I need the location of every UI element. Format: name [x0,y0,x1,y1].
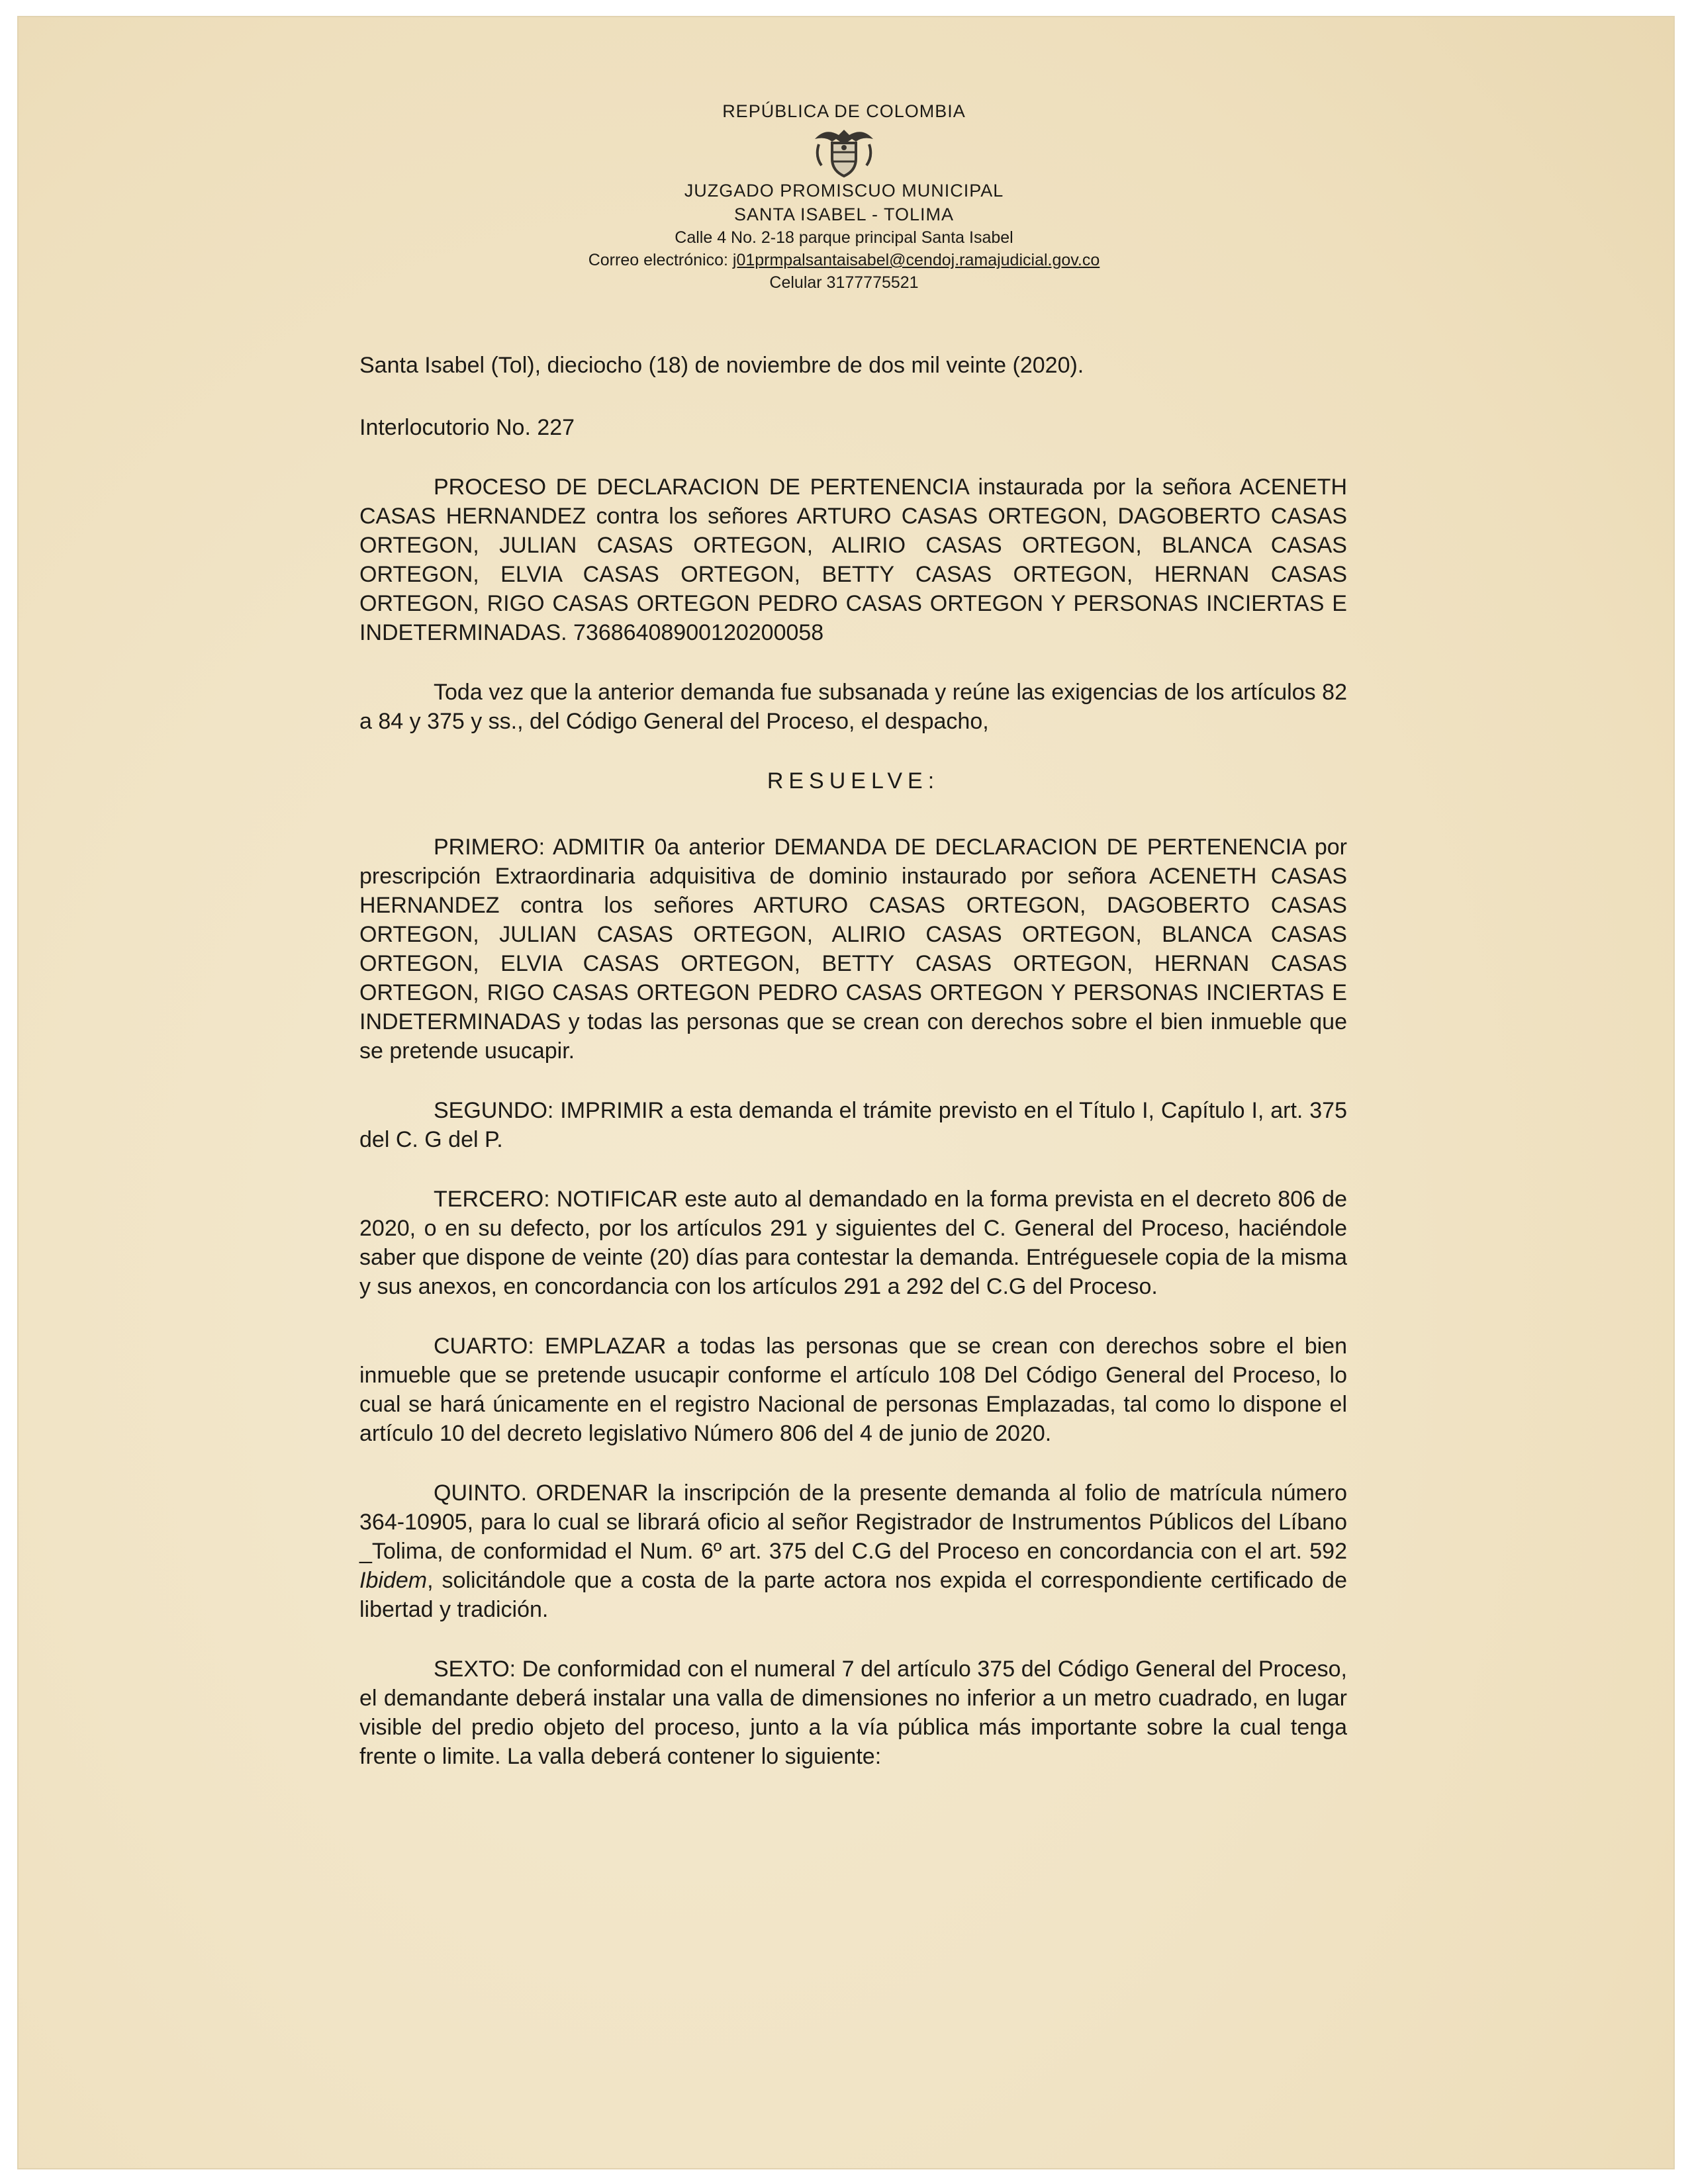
intro-paragraph: Toda vez que la anterior demanda fue subsanada y reúne las exigencias de los artículos 82 a 84 y 375 y ss., del Código General del Proceso, el despacho, [359,680,1347,734]
resolution-segundo: SEGUNDO: IMPRIMIR a esta demanda el trámite previsto en el Título I, Capítulo I, art. 375 del C. G del P. [359,1098,1347,1152]
quinto-text-a: QUINTO. ORDENAR la inscripción de la presente demanda al folio de matrícula número 364-10905, para lo cual se librará oficio al señor Registrador de Instrumentos Públicos del Líbano _Tolima, de conformidad el Num. 6º art. 375 del C.G del Proceso en concordancia con el art. 592 [359,1480,1347,1564]
quinto-ibidem: Ibidem [359,1568,428,1593]
resolution-quinto [359,1479,1347,1624]
court-address: Calle 4 No. 2-18 parque principal Santa Isabel [675,228,1013,247]
court-email-line [0,249,1688,271]
document-body [359,351,1347,1771]
court-phone: Celular 3177775521 [769,273,919,292]
court-letterhead [0,99,1688,294]
court-location: SANTA ISABEL - TOLIMA [733,205,955,224]
proceso-description: PROCESO DE DECLARACION DE PERTENENCIA instaurada por la señora ACENETH CASAS HERNANDEZ contra los señores ARTURO CASAS ORTEGON, DAGOBERTO CASAS ORTEGON, JULIAN CASAS ORTEGON, ALIRIO CASAS ORTEGON, BLANCA CASAS ORTEGON, ELVIA CASAS ORTEGON, BETTY CASAS ORTEGON, HERNAN CASAS ORTEGON, RIGO CASAS ORTEGON PEDRO CASAS ORTEGON Y PERSONAS INCIERTAS E INDETERMINADAS. 73686408900120200058 [359,475,1347,645]
interlocutorio-number: Interlocutorio No. 227 [359,415,575,440]
email-label: Correo electrónico: [588,251,728,269]
court-name: JUZGADO PROMISCUO MUNICIPAL [684,181,1004,201]
resuelve-heading: RESUELVE: [767,768,940,794]
colombia-coat-of-arms-icon [812,124,876,179]
resolution-sexto: SEXTO: De conformidad con el numeral 7 del artículo 375 del Código General del Proceso, el demandante deberá instalar una valla de dimensiones no inferior a un metro cuadrado, en lugar visible del predio objeto del proceso, junto a la vía pública más importante sobre la cual tenga frente o limite. La valla deberá contener lo siguiente: [359,1657,1347,1769]
court-email-link[interactable]: j01prmpalsantaisabel@cendoj.ramajudicial.gov.co [732,251,1100,269]
resolution-cuarto: CUARTO: EMPLAZAR a todas las personas que se crean con derechos sobre el bien inmueble que se pretende usucapir conforme el artículo 108 Del Código General del Proceso, lo cual se hará únicamente en el registro Nacional de personas Emplazadas, tal como lo dispone el artículo 10 del decreto legislativo Número 806 del 4 de junio de 2020. [359,1334,1347,1446]
resolution-tercero: TERCERO: NOTIFICAR este auto al demandado en la forma prevista en el decreto 806 de 2020, o en su defecto, por los artículos 291 y siguientes del C. General del Proceso, haciéndole saber que dispone de veinte (20) días para contestar la demanda. Entréguesele copia de la misma y sus anexos, en concordancia con los artículos 291 a 292 del C.G del Proceso. [359,1187,1347,1299]
resolution-primero: PRIMERO: ADMITIR 0a anterior DEMANDA DE DECLARACION DE PERTENENCIA por prescripción Extraordinaria adquisitiva de dominio instaurado por señora ACENETH CASAS HERNANDEZ contra los señores ARTURO CASAS ORTEGON, DAGOBERTO CASAS ORTEGON, JULIAN CASAS ORTEGON, ALIRIO CASAS ORTEGON, BLANCA CASAS ORTEGON, ELVIA CASAS ORTEGON, BETTY CASAS ORTEGON, HERNAN CASAS ORTEGON, RIGO CASAS ORTEGON PEDRO CASAS ORTEGON Y PERSONAS INCIERTAS E INDETERMINADAS y todas las personas que se crean con derechos sobre el bien inmueble que se pretende usucapir. [359,835,1347,1064]
country-name: REPÚBLICA DE COLOMBIA [722,101,966,121]
quinto-text-b: , solicitándole que a costa de la parte actora nos expida el correspondiente certificado de libertad y tradición. [359,1568,1347,1622]
document-date: Santa Isabel (Tol), dieciocho (18) de noviembre de dos mil veinte (2020). [359,353,1084,378]
